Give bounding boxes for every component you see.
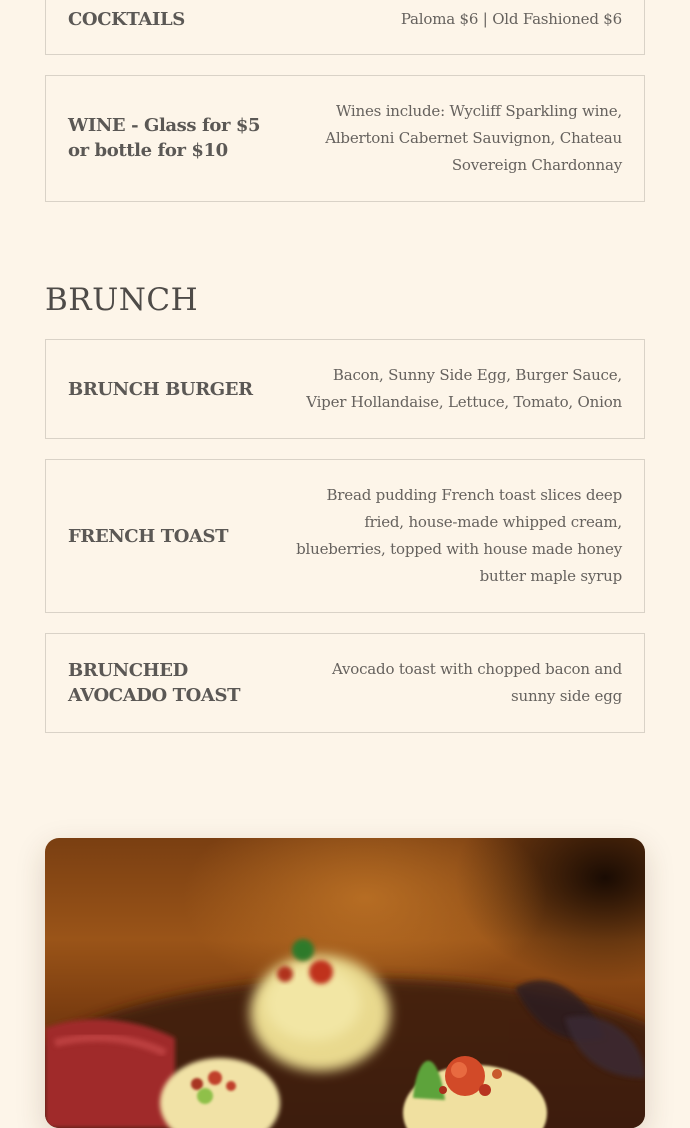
item-description: Bread pudding French toast slices deep fried, house-made whipped cream, blueberries, topped with house made honey butter maple syrup [296,486,622,585]
item-name: BRUNCH BURGER [68,379,253,400]
item-name: WINE - Glass for $5 or bottle for $10 [68,115,261,161]
item-description: Paloma $6 | Old Fashioned $6 [400,10,622,28]
menu-item-avocado-toast [45,633,645,733]
item-description: Bacon, Sunny Side Egg, Burger Sauce, Viper Hollandaise, Lettuce, Tomato, Onion [306,366,622,411]
menu-item-brunch-burger [45,339,645,439]
item-name: BRUNCHED AVOCADO TOAST [68,660,241,706]
item-name: COCKTAILS [68,9,185,30]
item-name: FRENCH TOAST [68,526,229,547]
menu-item-wine [45,75,645,202]
food-photo [45,838,645,1128]
section-title-brunch: BRUNCH [45,282,199,318]
menu-item-french-toast [45,459,645,613]
food-photo-illustration [45,838,645,1128]
item-description: Wines include: Wycliff Sparkling wine, Albertoni Cabernet Sauvignon, Chateau Sovereign Chardonnay [325,102,622,174]
item-description: Avocado toast with chopped bacon and sunny side egg [331,660,622,705]
menu-item-cocktails [45,0,645,55]
